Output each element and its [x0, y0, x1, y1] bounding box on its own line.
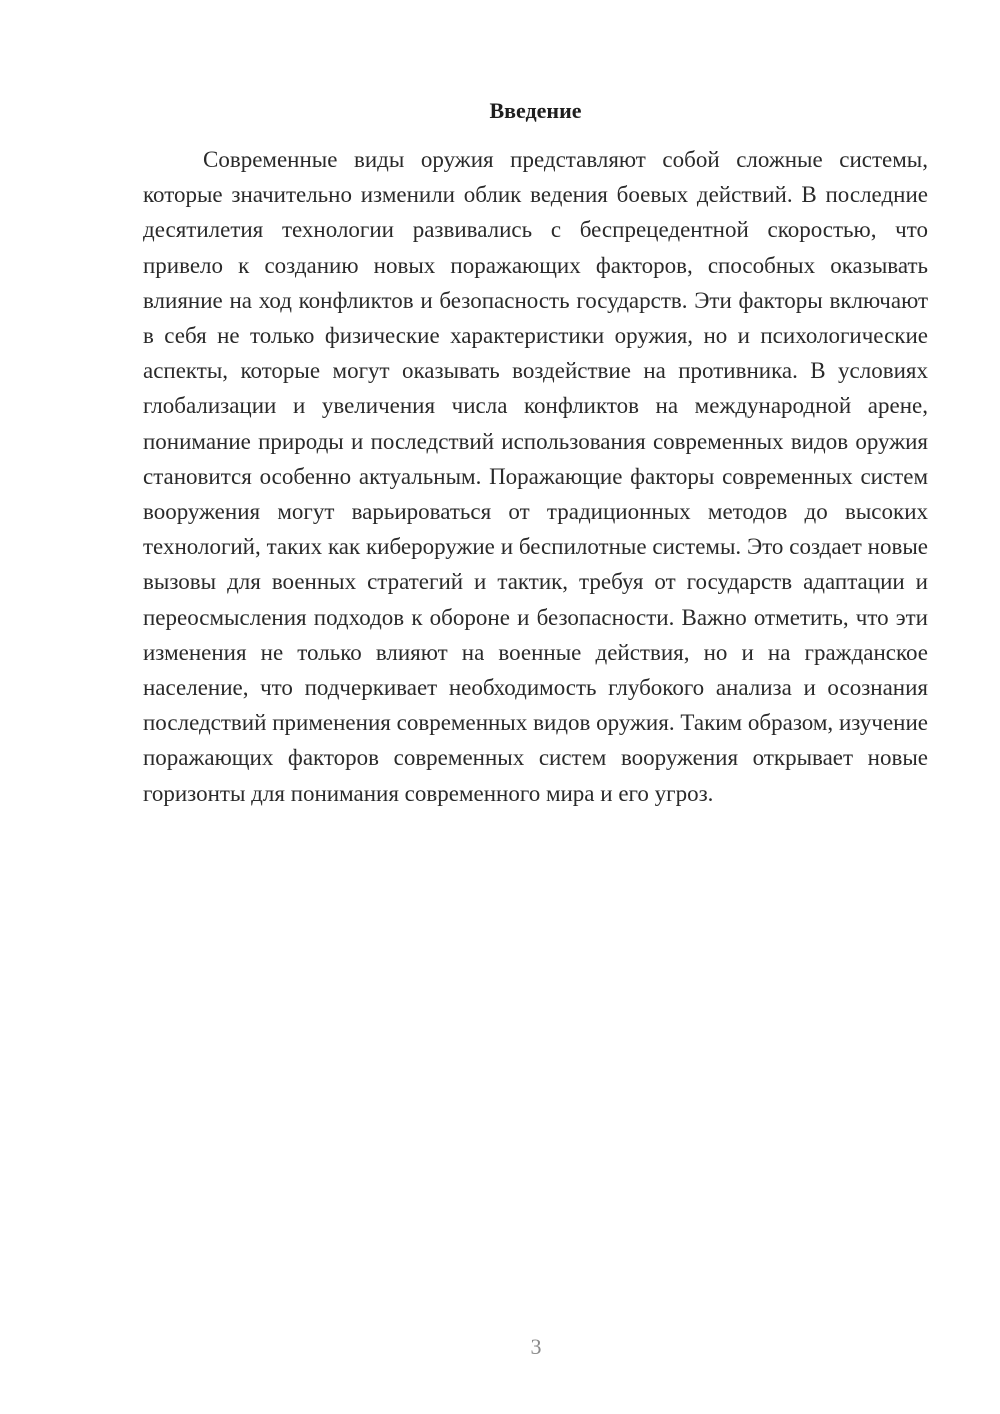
- intro-paragraph: Современные виды оружия представляют собой сложные системы, которые значительно изменили облик ведения боевых действий. В последние десятилетия технологии развивались с беспрецедентной скоростью, что привело к созданию новых поражающих факторов, способных оказывать влияние на ход конфликтов и безопасность государств. Эти факторы включают в себя не только физические характеристики оружия, но и психологические аспекты, которые могут оказывать воздействие на противника. В условиях глобализации и увеличения числа конфликтов на международной арене, понимание природы и последствий использования современных видов оружия становится особенно актуальным. Поражающие факторы современных систем вооружения могут варьироваться от традиционных методов до высоких технологий, таких как кибероружие и беспилотные системы. Это создает новые вызовы для военных стратегий и тактик, требуя от государств адаптации и переосмысления подходов к обороне и безопасности. Важно отметить, что эти изменения не только влияют на военные действия, но и на гражданское население, что подчеркивает необходимость глубокого анализа и осознания последствий применения современных видов оружия. Таким образом, изучение поражающих факторов современных систем вооружения открывает новые горизонты для понимания современного мира и его угроз.: [143, 147, 928, 806]
- section-heading: Введение: [489, 98, 582, 123]
- page-number: 3: [530, 1334, 542, 1359]
